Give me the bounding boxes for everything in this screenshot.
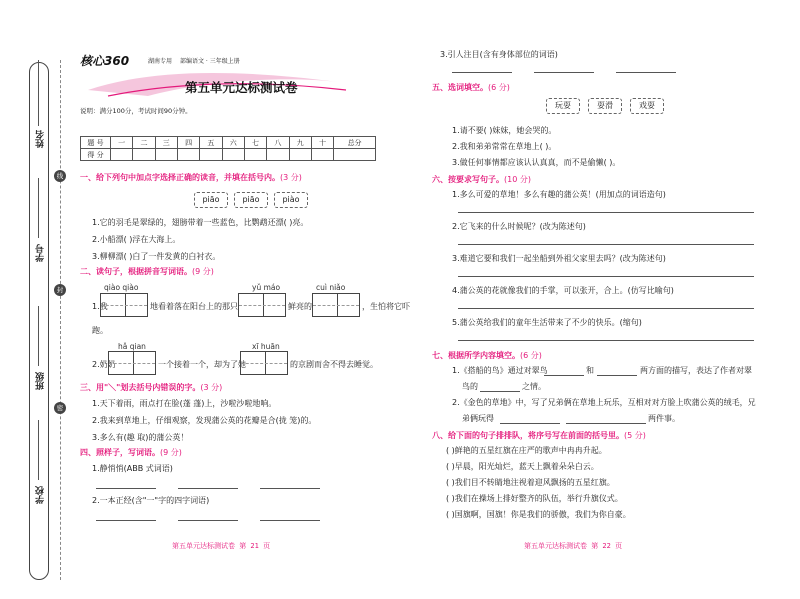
question-7-2-part: 弟俩玩得 (462, 414, 494, 423)
answer-line[interactable] (178, 520, 238, 521)
question-7-2-part: 两件事。 (648, 414, 680, 423)
question-4-2: 2.一本正经(含"一"字的四字词语) (92, 496, 210, 505)
exam-note: 说明：满分100分，考试时间90分钟。 (80, 107, 192, 115)
score-cell[interactable] (289, 149, 311, 161)
question-2-1-part: 1.我 (92, 302, 108, 311)
student-id-label: 学号 (36, 244, 46, 262)
score-cell[interactable] (311, 149, 333, 161)
question-7-1-part: 两方面的描写，表达了作者对翠 (640, 366, 752, 375)
score-col-header: 四 (177, 137, 199, 149)
score-col-header: 三 (155, 137, 177, 149)
answer-line[interactable] (452, 72, 512, 73)
answer-line[interactable] (458, 340, 754, 341)
question-6-1: 1.多么可爱的草地！多么有趣的蒲公英！(用加点的词语造句) (452, 190, 666, 199)
score-col-header: 六 (222, 137, 244, 149)
score-col-header: 九 (289, 137, 311, 149)
score-cell[interactable] (155, 149, 177, 161)
answer-line[interactable] (544, 375, 584, 376)
id-line[interactable] (38, 178, 39, 238)
right-page-footer: 第五单元达标测试卷 第 22 页 (524, 542, 623, 550)
section-points: (9 分) (160, 448, 182, 457)
writing-grid[interactable] (108, 351, 156, 375)
section-7-heading (432, 350, 542, 361)
score-cell[interactable] (177, 149, 199, 161)
pinyin-prompt: yǔ máo (252, 283, 281, 292)
writing-grid[interactable] (100, 293, 148, 317)
pinyin-prompt: xī huān (252, 342, 280, 351)
class-label: 班级 (36, 372, 46, 390)
edition-label: 部编语文 · 三年级上册 (180, 58, 240, 65)
score-table (80, 136, 376, 161)
score-cell[interactable] (200, 149, 222, 161)
school-label: 学校 (36, 486, 46, 504)
section-title: 四、照样子，写词语。 (80, 448, 160, 457)
answer-line[interactable] (458, 308, 754, 309)
pinyin-prompt: hǎ qian (118, 342, 146, 351)
section-5-heading (432, 82, 510, 93)
brand-logo: 核心360 (80, 54, 130, 68)
pinyin-option: piào (274, 192, 308, 208)
score-row-label: 题 号 (81, 137, 111, 149)
score-cell[interactable] (133, 149, 155, 161)
score-col-header: 八 (267, 137, 289, 149)
question-2-1-part: 地看着落在阳台上的那只 (150, 302, 238, 311)
school-line[interactable] (38, 420, 39, 480)
answer-line[interactable] (597, 375, 637, 376)
question-1-2: 2.小船漂( )浮在大海上。 (92, 235, 181, 244)
ordering-item: ( )鲜艳的五星红旗在庄严的歌声中冉冉升起。 (446, 446, 607, 455)
question-2-2-part: 一个接着一个，却为了她 (158, 360, 246, 369)
writing-grid[interactable] (238, 293, 286, 317)
seal-mark: 线 (54, 170, 66, 182)
question-7-1-part: 之情。 (522, 382, 546, 391)
cut-line (60, 60, 61, 580)
section-4-heading (80, 447, 182, 458)
question-7-1-part: 1.《搭船的鸟》通过对翠鸟 (452, 366, 548, 375)
question-4-1: 1.静悄悄(ABB 式词语) (92, 464, 173, 473)
left-page-footer: 第五单元达标测试卷 第 21 页 (172, 542, 271, 550)
class-line[interactable] (38, 306, 39, 366)
score-col-header: 十 (311, 137, 333, 149)
answer-line[interactable] (178, 488, 238, 489)
section-3-heading (80, 382, 222, 393)
question-5-3: 3.做任何事情都应该认认真真，而不是偷懒( )。 (452, 158, 621, 167)
ordering-item: ( )早晨，阳光灿烂，蓝天上飘着朵朵白云。 (446, 462, 599, 471)
section-8-heading (432, 430, 646, 441)
word-option: 耍滑 (588, 98, 622, 114)
section-points: (3 分) (280, 173, 302, 182)
question-5-2: 2.我和弟弟常常在草地上( )。 (452, 142, 557, 151)
section-title: 五、选词填空。 (432, 83, 488, 92)
question-1-1: 1.它的羽毛是翠绿的，翅膀带着一些蓝色，比鹦鹉还漂( )亮。 (92, 218, 309, 227)
section-title: 一、给下列句中加点字选择正确的读音，并填在括号内。 (80, 173, 280, 182)
answer-line[interactable] (500, 423, 560, 424)
answer-line[interactable] (458, 212, 754, 213)
question-3-1: 1.天下着雨，雨点打在脸(蓬 蓬)上，沙啦沙啦地响。 (92, 399, 277, 408)
name-label: 姓名 (36, 130, 46, 148)
question-7-2-part: 2.《金色的草地》中，写了兄弟俩在草地上玩乐，互相对对方脸上吹蒲公英的绒毛，兄 (452, 398, 756, 407)
word-option: 玩耍 (546, 98, 580, 114)
region-label: 湖南专用 (148, 58, 173, 65)
question-2-1-part: 鲜亮的 (288, 302, 312, 311)
answer-line[interactable] (458, 276, 754, 277)
answer-line[interactable] (458, 244, 754, 245)
question-7-1-part: 鸟的 (462, 382, 478, 391)
question-4-3: 3.引人注目(含有身体部位的词语) (440, 50, 558, 59)
answer-line[interactable] (534, 72, 594, 73)
answer-line[interactable] (96, 520, 156, 521)
answer-line[interactable] (616, 72, 676, 73)
pinyin-option: piāo (234, 192, 268, 208)
question-7-1-part: 和 (586, 366, 594, 375)
score-col-header: 七 (244, 137, 266, 149)
answer-line[interactable] (566, 423, 646, 424)
seal-mark: 封 (54, 284, 66, 296)
section-title: 六、按要求写句子。 (432, 175, 504, 184)
seal-mark: 密 (54, 402, 66, 414)
score-col-header: 一 (111, 137, 133, 149)
section-points: (6 分) (488, 83, 510, 92)
answer-line[interactable] (96, 488, 156, 489)
writing-grid[interactable] (240, 351, 288, 375)
section-points: (6 分) (520, 351, 542, 360)
section-points: (10 分) (504, 175, 531, 184)
answer-line[interactable] (480, 391, 520, 392)
score-col-header: 五 (200, 137, 222, 149)
section-title: 八、给下面的句子排排队，将序号写在前面的括号里。 (432, 431, 624, 440)
section-title: 二、读句子，根据拼音写词语。 (80, 267, 192, 276)
question-3-2: 2.我来到草地上，仔细观察，发现蒲公英的花瓣是合(拢 笼)的。 (92, 416, 317, 425)
score-cell[interactable] (267, 149, 289, 161)
section-title: 七、根据所学内容填空。 (432, 351, 520, 360)
section-2-heading (80, 266, 214, 277)
pinyin-prompt: qiào qiào (104, 283, 139, 292)
question-3-3: 3.多么有(趣 取)的蒲公英！ (92, 433, 189, 442)
score-cell[interactable] (111, 149, 133, 161)
score-cell[interactable] (222, 149, 244, 161)
score-cell[interactable] (334, 149, 376, 161)
question-1-3: 3.柳柳漂( )白了一件发黄的白衬衣。 (92, 252, 221, 261)
score-col-header: 总分 (334, 137, 376, 149)
name-line[interactable] (38, 60, 39, 126)
section-1-heading (80, 172, 302, 183)
section-points: (5 分) (624, 431, 646, 440)
score-row-label: 得 分 (81, 149, 111, 161)
pinyin-prompt: cuì niǎo (316, 283, 346, 292)
page-title: 第五单元达标测试卷 (185, 80, 298, 95)
question-6-5: 5.蒲公英给我们的童年生活带来了不少的快乐。(缩句) (452, 318, 642, 327)
section-points: (9 分) (192, 267, 214, 276)
question-2-2-part: 的京剧而舍不得去睡觉。 (290, 360, 378, 369)
score-col-header: 二 (133, 137, 155, 149)
answer-line[interactable] (260, 488, 320, 489)
section-points: (3 分) (200, 383, 223, 392)
answer-line[interactable] (260, 520, 320, 521)
pinyin-option: piāo (194, 192, 228, 208)
word-option: 戏耍 (630, 98, 664, 114)
question-5-1: 1.请不要( )妹妹，她会哭的。 (452, 126, 557, 135)
question-6-3: 3.难道它要和我们一起坐船到外祖父家里去吗？(改为陈述句) (452, 254, 666, 263)
ordering-item: ( )国旗啊，国旗！你是我们的骄傲，我们为你自豪。 (446, 510, 631, 519)
question-6-4: 4.蒲公英的花就像我们的手掌，可以张开，合上。(仿写比喻句) (452, 286, 674, 295)
question-6-2: 2.它飞来的什么时候呢？(改为陈述句) (452, 222, 586, 231)
ordering-item: ( )我们在操场上排好整齐的队伍，举行升旗仪式。 (446, 494, 623, 503)
ordering-item: ( )我们目不转睛地注视着迎风飘扬的五星红旗。 (446, 478, 615, 487)
score-cell[interactable] (244, 149, 266, 161)
question-2-1-part: 跑。 (92, 326, 108, 335)
section-title: 三、用"＼"划去括号内错误的字。 (80, 383, 201, 392)
question-2-2-part: 2.奶奶 (92, 360, 116, 369)
section-6-heading (432, 174, 531, 185)
question-2-1-part: ，生怕将它吓 (362, 302, 410, 311)
writing-grid[interactable] (312, 293, 360, 317)
